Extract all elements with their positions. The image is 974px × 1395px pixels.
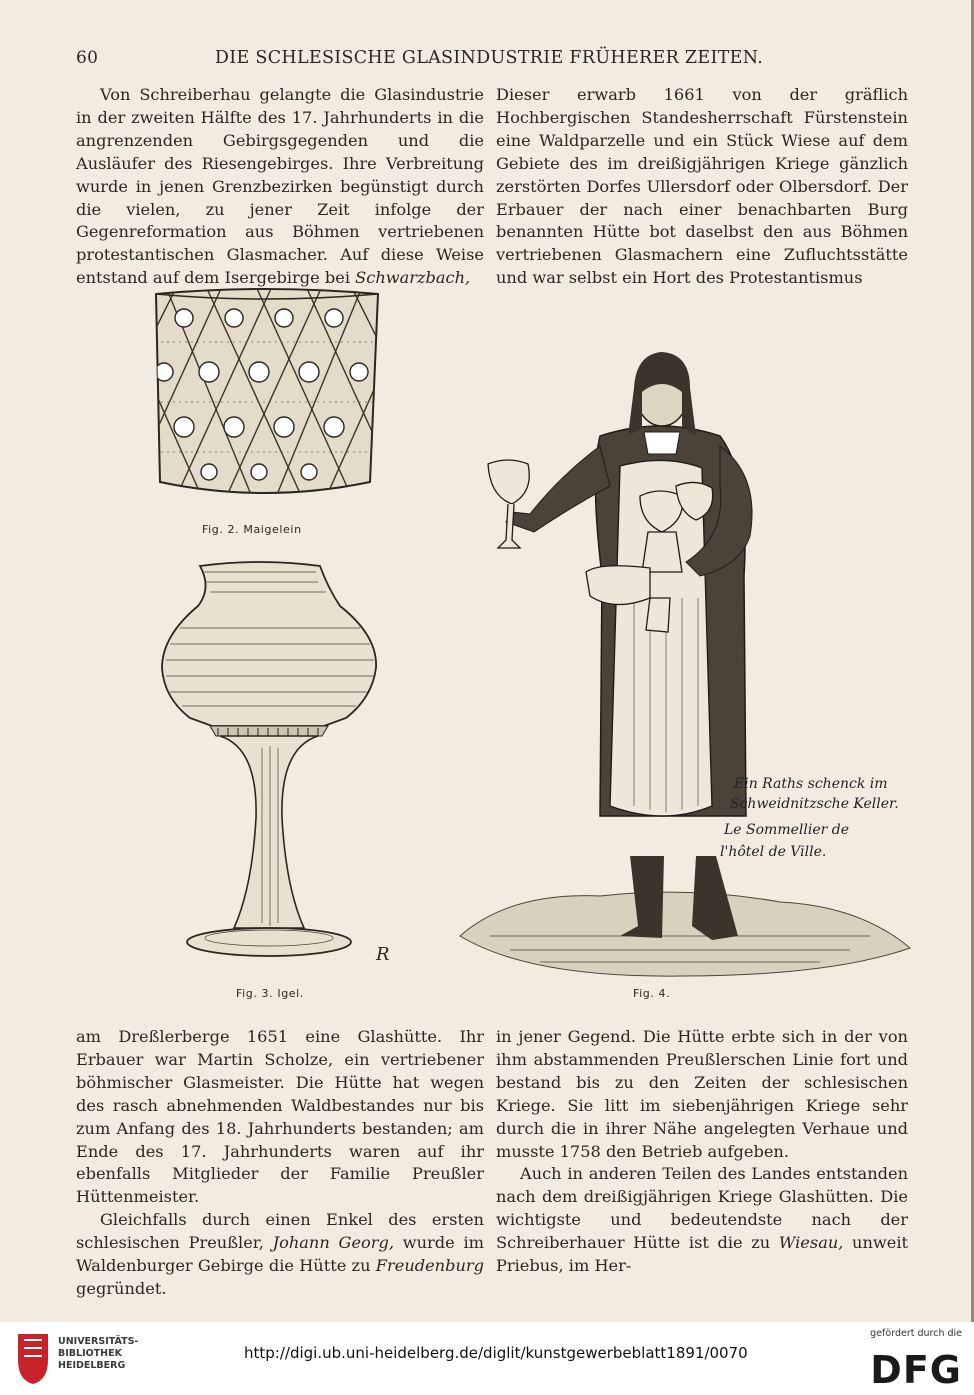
column-top-right [496,84,908,290]
paragraph [76,84,484,290]
place-name: Schwarzbach, [355,268,471,288]
column-bottom-left [76,1026,484,1301]
source-url-link[interactable]: http://digi.ub.uni-heidelberg.de/diglit/kunstgewerbeblatt1891/0070 [244,1344,748,1362]
igel-figure [140,558,400,970]
library-line: UNIVERSITÄTS- [58,1336,139,1347]
library-name [58,1336,138,1372]
column-bottom-right [496,1026,908,1278]
footer-bar [0,1322,974,1395]
figure-3-caption: Fig. 3. Igel. [236,987,304,1000]
text: unweit Priebus, im Her- [496,1233,908,1276]
paragraph: in jener Gegend. Die Hütte erbte sich in der von ihm abstammenden Preußlerschen Linie fort und bestand bis zu den Zeiten der schlesischen Kriege. Sie litt im siebenjährigen Kriege sehr durch die in ihrer Nähe angelegten Verhaue und musste 1758 den Betrieb aufgeben. [496,1027,908,1161]
text: wurde im Waldenburger Gebirge die Hütte zu [76,1233,484,1276]
inscription-line-1: Ein Raths schenck im [734,776,888,792]
inscription-line-4: l'hôtel de Ville. [720,844,827,860]
paragraph: Dieser erwarb 1661 von der gräflich Hochbergischen Standesherrschaft Fürstenstein eine Waldparzelle und ein Stück Wiese auf dem Gebiete des im dreißigjährigen Kriege gänzlich zerstörten Dorfes Ullersdorf oder Olbersdorf. Der Erbauer der nach einer benachbarten Burg benannten Hütte bot daselbst den aus Böhmen vertriebenen Glasmachern eine Zufluchtsstätte und war selbst ein Hort des Protestantismus [496,85,908,288]
funded-by-label: gefördert durch die [870,1328,962,1339]
place-name: Freudenburg [375,1256,484,1276]
running-header [70,44,908,70]
place-name: Wiesau, [778,1233,844,1253]
person-name: Johann Georg, [272,1233,395,1253]
svg-text:R: R [376,944,390,965]
text: Gleichfalls durch einen Enkel des ersten schlesischen Preußler, [76,1210,484,1253]
inscription-line-3: Le Sommellier de [724,822,849,838]
paragraph: am Dreßlerberge 1651 eine Glashütte. Ihr Erbauer war Martin Scholze, ein vertriebener böhmischer Glasmeister. Die Hütte hat wegen des rasch abnehmenden Waldbestandes nur bis zum Anfang des 18. Jahrhunderts bestanden; am Ende des 17. Jahrhunderts waren auf ihr ebenfalls Mitglieder der Familie Preußler Hüttenmeister. [76,1027,484,1207]
maigelein-figure [144,282,390,508]
dfg-logo: DFG [870,1348,962,1392]
text: Auch in anderen Teilen des Landes entstanden nach dem dreißigjährigen Kriege Glashütten. Die wichtigste und bedeutendste nach der Schreiberhauer Hütte ist die zu [496,1164,908,1253]
library-line: BIBLIOTHEK [58,1348,122,1359]
paragraph [76,1209,484,1301]
column-top-left [76,84,484,290]
university-seal-icon [14,1330,52,1386]
text: gegründet. [76,1278,167,1298]
figure-4-caption: Fig. 4. [633,987,671,1000]
figure-2-caption: Fig. 2. Maigelein [202,523,302,536]
running-title: DIE SCHLESISCHE GLASINDUSTRIE FRÜHERER ZEITEN. [214,48,764,68]
cellarman-figure [450,336,920,984]
text: Von Schreiberhau gelangte die Glasindustrie in der zweiten Hälfte des 17. Jahrhunderts in die angrenzenden Gebirgsgegenden und die Ausläufer des Riesengebirges. Ihre Verbreitung wurde in jenen Grenzbezirken begünstigt durch die vielen, zu jener Zeit infolge der Gegenreformation aus Böhmen vertriebenen protestantischen Glasmacher. Auf diese Weise entstand auf dem Isergebirge bei [76,85,484,288]
inscription-line-2: Schweidnitzsche Keller. [730,796,899,812]
page-number: 60 [76,48,99,68]
library-line: HEIDELBERG [58,1360,126,1371]
paragraph [496,1163,908,1278]
